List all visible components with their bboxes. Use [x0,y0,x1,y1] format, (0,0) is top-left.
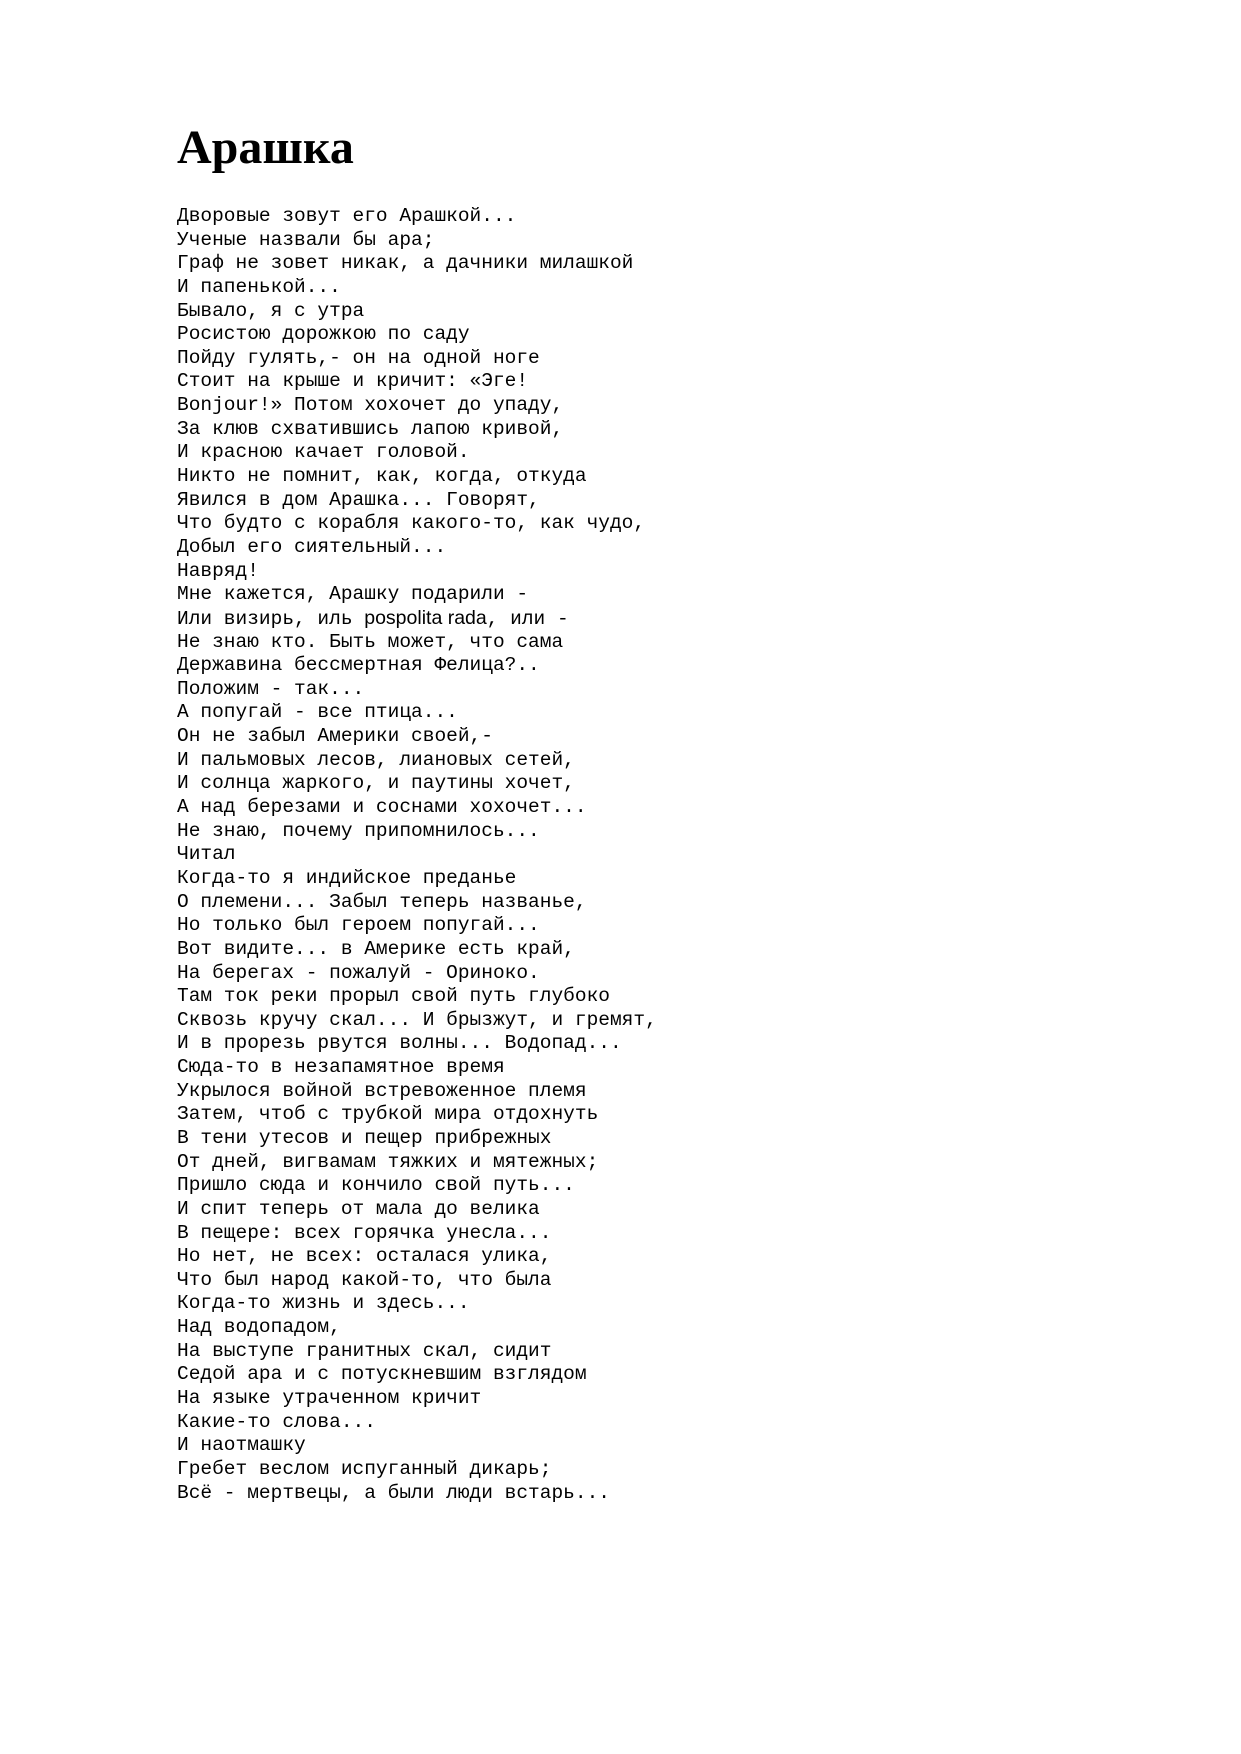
poem-line: Бывало, я с утра [177,299,365,322]
poem-line: И папенькой... [177,275,341,298]
poem-line: За клюв схватившись лапою кривой, [177,417,564,440]
poem-line: Он не забыл Америки своей,- [177,725,493,748]
poem-line: Добыл его сиятельный... [177,535,447,558]
poem-line: И красною качает головой. [177,441,470,464]
poem-line: Над водопадом, [177,1316,341,1339]
poem-line: Сюда-то в незапамятное время [177,1056,505,1079]
poem-line: На берегах - пожалуй - Ориноко. [177,961,540,984]
poem-line: На выступе гранитных скал, сидит [177,1339,552,1362]
poem-line: Затем, чтоб с трубкой мира отдохнуть [177,1103,599,1126]
poem-line: Укрылося войной встревоженное племя [177,1079,587,1102]
poem-line: Гребет веслом испуганный дикарь; [177,1457,552,1480]
poem-line: Положим - так... [177,677,365,700]
poem-line: И наотмашку [177,1434,306,1457]
poem-line: Не знаю кто. Быть может, что сама [177,630,564,653]
poem-line: Bonjour!» Потом хохочет до упаду, [177,394,564,417]
poem-line-foreign-phrase: pospolita rada [364,606,487,629]
poem-line: Но только был героем попугай... [177,914,540,937]
poem-line: Дворовые зовут его Арашкой... [177,205,517,227]
poem-line: Когда-то жизнь и здесь... [177,1292,470,1315]
poem-line: Что будто с корабля какого-то, как чудо, [177,512,646,535]
poem-line: Читал [177,843,236,866]
poem-line-segment: Или визирь, иль [177,607,365,630]
poem-line: Но нет, не всех: осталася улика, [177,1245,552,1268]
poem-line: Явился в дом Арашка... Говорят, [177,488,540,511]
poem-line: И спит теперь от мала до велика [177,1197,540,1220]
poem-line: На языке утраченном кричит [177,1387,482,1410]
poem-line: Пойду гулять,- он на одной ноге [177,346,540,369]
poem-line: Пришло сюда и кончило свой путь... [177,1174,575,1197]
poem-line: Стоит на крыше и кричит: «Эге! [177,370,529,393]
poem-line: И пальмовых лесов, лиановых сетей, [177,748,575,771]
poem-line: Ученые назвали бы ара; [177,228,435,251]
poem-line: И в прорезь рвутся волны... Водопад... [177,1032,622,1055]
poem-line: Росистою дорожкою по саду [177,323,470,346]
poem-line: Когда-то я индийское преданье [177,866,517,889]
poem-line: Сквозь кручу скал... И брызжут, и гремят, [177,1008,657,1031]
poem-line: Всё - мертвецы, а были люди встарь... [177,1481,610,1504]
poem-line: Граф не зовет никак, а дачники милашкой [177,252,634,275]
poem-line: Что был народ какой-то, что была [177,1268,552,1291]
poem-line: В пещере: всех горячка унесла... [177,1221,552,1244]
poem-line: Державина бессмертная Фелица?.. [177,654,540,677]
poem-line: Не знаю, почему припомнилось... [177,819,540,842]
poem-line-segment: , или - [486,607,569,630]
poem-body [177,205,657,1505]
poem-line: В тени утесов и пещер прибрежных [177,1126,552,1149]
poem-line: Никто не помнит, как, когда, откуда [177,465,587,488]
poem-line: От дней, вигвамам тяжких и мятежных; [177,1150,599,1173]
poem-line: Вот видите... в Америке есть край, [177,937,575,960]
poem-line [177,607,657,631]
poem-line: А над березами и соснами хохочет... [177,796,587,819]
poem-line: О племени... Забыл теперь названье, [177,890,587,913]
poem-line: Какие-то слова... [177,1410,376,1433]
poem-line: Навряд! [177,559,259,582]
poem-line: Там ток реки прорыл свой путь глубоко [177,985,610,1008]
poem-line: А попугай - все птица... [177,701,458,724]
poem-line: И солнца жаркого, и паутины хочет, [177,772,575,795]
poem-line: Седой ара и с потускневшим взглядом [177,1363,587,1386]
poem-line: Мне кажется, Арашку подарили - [177,583,529,606]
poem-title: Арашка [177,121,354,174]
